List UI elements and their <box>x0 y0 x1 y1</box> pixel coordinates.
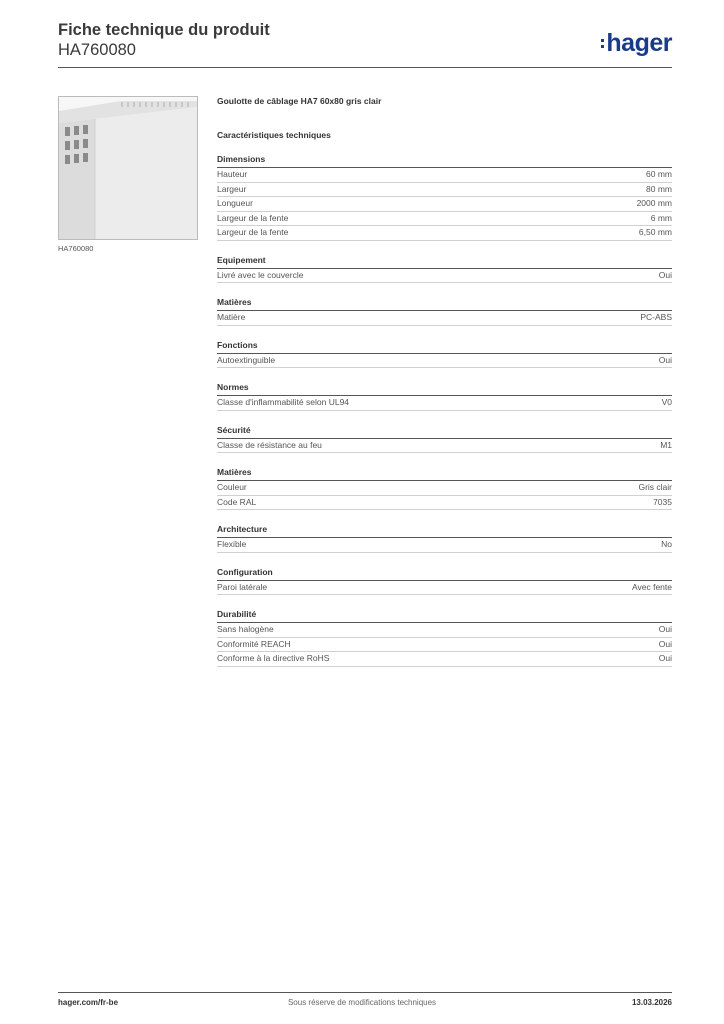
spec-row <box>217 212 672 227</box>
spec-value: Oui <box>658 269 672 280</box>
spec-label: Autoextinguible <box>217 354 276 365</box>
spec-label: Matière <box>217 312 246 322</box>
spec-row <box>217 269 672 284</box>
spec-section <box>217 609 672 667</box>
spec-label: Code RAL <box>217 496 257 507</box>
section-heading: Durabilité <box>217 609 672 623</box>
spec-label: Paroi latérale <box>217 581 268 592</box>
spec-section <box>217 425 672 454</box>
spec-value: Oui <box>658 624 672 634</box>
spec-row <box>217 311 672 326</box>
spec-label: Conforme à la directive RoHS <box>217 653 330 663</box>
spec-row <box>217 439 672 454</box>
spec-value: V0 <box>661 397 672 407</box>
cable-duct-illustration <box>59 97 197 239</box>
spec-value: PC-ABS <box>640 312 672 322</box>
section-heading: Sécurité <box>217 425 672 439</box>
spec-value: 6,50 mm <box>638 227 672 237</box>
spec-value: No <box>661 539 672 549</box>
footer-disclaimer: Sous réserve de modifications techniques <box>287 998 437 1007</box>
spec-value: 6 mm <box>650 212 672 223</box>
document-header <box>58 20 270 60</box>
footer-website: hager.com/fr-be <box>58 998 119 1007</box>
spec-label: Couleur <box>217 482 247 492</box>
footer-date: 13.03.2026 <box>631 998 672 1007</box>
spec-row <box>217 623 672 638</box>
spec-label: Largeur de la fente <box>217 227 289 237</box>
spec-label: Flexible <box>217 539 247 549</box>
logo-wordmark: hager <box>606 29 672 57</box>
spec-section <box>217 297 672 326</box>
spec-row <box>217 168 672 183</box>
spec-section <box>217 255 672 284</box>
spec-label: Conformité REACH <box>217 638 291 649</box>
section-heading: Configuration <box>217 567 672 581</box>
spec-row <box>217 197 672 212</box>
hager-logo <box>601 30 672 56</box>
characteristics-title: Caractéristiques techniques <box>217 130 331 140</box>
section-heading: Fonctions <box>217 340 672 354</box>
spec-row <box>217 183 672 198</box>
section-heading: Matières <box>217 297 672 311</box>
section-heading: Normes <box>217 382 672 396</box>
spec-row <box>217 538 672 553</box>
image-caption: HA760080 <box>58 244 94 253</box>
spec-value: Oui <box>658 354 672 365</box>
spec-row <box>217 354 672 369</box>
spec-label: Livré avec le couvercle <box>217 269 304 280</box>
spec-row <box>217 396 672 411</box>
spec-section <box>217 382 672 411</box>
product-image <box>58 96 198 240</box>
footer-divider <box>58 992 672 993</box>
spec-row <box>217 226 672 241</box>
spec-section <box>217 467 672 510</box>
spec-label: Largeur de la fente <box>217 212 289 223</box>
spec-section <box>217 524 672 553</box>
spec-row <box>217 481 672 496</box>
spec-label: Hauteur <box>217 169 248 179</box>
product-name: Goulotte de câblage HA7 60x80 gris clair <box>217 96 382 106</box>
spec-row <box>217 496 672 511</box>
spec-label: Classe d'inflammabilité selon UL94 <box>217 397 350 407</box>
section-heading: Matières <box>217 467 672 481</box>
spec-value: Oui <box>658 638 672 649</box>
section-heading: Architecture <box>217 524 672 538</box>
spec-value: M1 <box>660 439 672 450</box>
spec-label: Sans halogène <box>217 624 274 634</box>
spec-label: Longueur <box>217 198 253 208</box>
spec-section <box>217 154 672 241</box>
spec-value: 2000 mm <box>636 198 672 208</box>
spec-value: 7035 <box>653 496 672 507</box>
header-divider <box>58 67 672 68</box>
spec-value: 60 mm <box>646 169 672 179</box>
product-reference: HA760080 <box>58 41 136 59</box>
section-heading: Equipement <box>217 255 672 269</box>
spec-sections <box>217 154 672 667</box>
document-title: Fiche technique du produit <box>58 21 270 39</box>
section-heading: Dimensions <box>217 154 672 168</box>
logo-colon-mark <box>601 39 604 48</box>
spec-value: Gris clair <box>638 482 672 492</box>
spec-value: Oui <box>658 653 672 663</box>
spec-row <box>217 638 672 653</box>
spec-section <box>217 340 672 369</box>
specifications-panel <box>217 96 672 667</box>
spec-row <box>217 581 672 596</box>
spec-label: Largeur <box>217 183 247 194</box>
spec-row <box>217 652 672 667</box>
spec-label: Classe de résistance au feu <box>217 439 322 450</box>
spec-section <box>217 567 672 596</box>
spec-value: Avec fente <box>631 581 672 592</box>
spec-value: 80 mm <box>646 183 672 194</box>
